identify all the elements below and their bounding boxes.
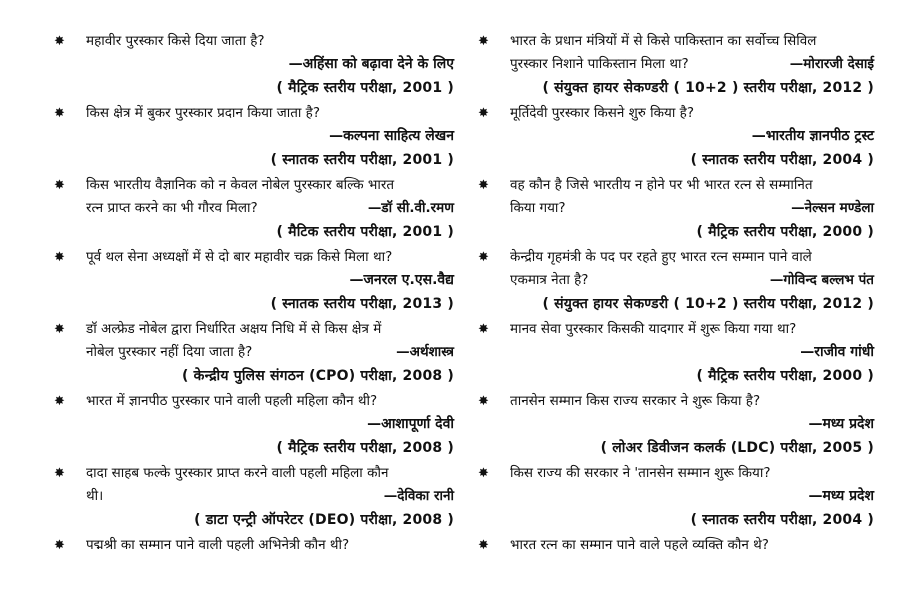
bullet-icon: ✸ (54, 322, 65, 337)
question-text: पद्मश्री का सम्मान पाने वाली पहली अभिनेत्री कौन थी? (86, 537, 350, 553)
question-text: मानव सेवा पुरस्कार किसकी यादगार में शुरू किया गया था? (510, 321, 797, 337)
question-item (476, 102, 876, 173)
question-line (52, 30, 456, 53)
answer-text: —मध्य प्रदेश (808, 488, 874, 504)
question-item (476, 174, 876, 245)
question-text: पुरस्कार निशाने पाकिस्तान मिला था? (510, 56, 689, 72)
exam-source: ( संयुक्त हायर सेकण्डरी ( 10+2 ) स्तरीय परीक्षा, 2012 ) (542, 296, 874, 312)
answer-text: —आशापूर्णा देवी (367, 416, 454, 432)
exam-source: ( केन्द्रीय पुलिस संगठन (CPO) परीक्षा, 2008 ) (181, 368, 454, 384)
question-text: मूर्तिदेवी पुरस्कार किसने शुरु किया है? (510, 105, 694, 121)
question-item (52, 102, 456, 173)
question-line (476, 269, 876, 292)
answer-text: —डॉ सी.वी.रमण (367, 200, 454, 216)
answer-text: —भारतीय ज्ञानपीठ ट्रस्ट (751, 128, 874, 144)
question-item (52, 462, 456, 533)
exam-source: ( मैट्रिक स्तरीय परीक्षा, 2000 ) (696, 224, 874, 240)
question-text: नोबेल पुरस्कार नहीं दिया जाता है? (86, 344, 253, 360)
answer-text: —मध्य प्रदेश (808, 416, 874, 432)
answer-text: —जनरल ए.एस.वैद्य (349, 272, 454, 288)
question-line (476, 318, 876, 341)
bullet-icon: ✸ (54, 538, 65, 553)
bullet-icon: ✸ (478, 250, 489, 265)
question-item (476, 462, 876, 533)
bullet-icon: ✸ (54, 250, 65, 265)
exam-source: ( मैट्रिक स्तरीय परीक्षा, 2000 ) (696, 368, 874, 384)
question-line (52, 341, 456, 364)
question-text: भारत के प्रधान मंत्रियों में से किसे पाकिस्तान का सर्वोच्च सिविल (510, 33, 817, 49)
question-item (476, 390, 876, 461)
question-line (476, 30, 876, 53)
question-text: डॉ अल्फ्रेड नोबेल द्वारा निर्धारित अक्षय निधि में से किस क्षेत्र में (86, 321, 382, 337)
exam-source: ( डाटा एन्ट्री ऑपरेटर (DEO) परीक्षा, 2008 ) (194, 512, 454, 528)
question-line (52, 102, 456, 125)
exam-source: ( स्नातक स्तरीय परीक्षा, 2004 ) (690, 152, 874, 168)
question-line (476, 390, 876, 413)
question-line (52, 534, 456, 557)
question-line (52, 246, 456, 269)
question-line (52, 174, 456, 197)
answer-text: —राजीव गांधी (800, 344, 874, 360)
exam-source: ( मैट्रिक स्तरीय परीक्षा, 2008 ) (276, 440, 454, 456)
question-item (476, 534, 876, 557)
question-text: भारत में ज्ञानपीठ पुरस्कार पाने वाली पहली महिला कौन थी? (86, 393, 378, 409)
question-line (476, 197, 876, 220)
question-text: पूर्व थल सेना अध्यक्षों में से दो बार महावीर चक्र किसे मिला था? (86, 249, 393, 265)
question-line (52, 318, 456, 341)
answer-text: —देविका रानी (383, 488, 454, 504)
right-column (476, 30, 876, 558)
bullet-icon: ✸ (478, 322, 489, 337)
exam-source: ( स्नातक स्तरीय परीक्षा, 2013 ) (270, 296, 454, 312)
bullet-icon: ✸ (54, 178, 65, 193)
question-line (52, 485, 456, 508)
bullet-icon: ✸ (54, 106, 65, 121)
question-text: किस क्षेत्र में बुकर पुरस्कार प्रदान किया जाता है? (86, 105, 321, 121)
question-line (476, 102, 876, 125)
exam-source: ( स्नातक स्तरीय परीक्षा, 2001 ) (270, 152, 454, 168)
question-text: तानसेन सम्मान किस राज्य सरकार ने शुरू किया है? (510, 393, 761, 409)
question-line (52, 390, 456, 413)
exam-source: ( मैट्रिक स्तरीय परीक्षा, 2001 ) (276, 80, 454, 96)
question-line (476, 534, 876, 557)
question-line (476, 174, 876, 197)
answer-text: —कल्पना साहित्य लेखन (329, 128, 454, 144)
question-text: किया गया? (510, 200, 566, 216)
question-line (476, 53, 876, 76)
bullet-icon: ✸ (54, 34, 65, 49)
question-line (476, 246, 876, 269)
bullet-icon: ✸ (478, 34, 489, 49)
question-text: महावीर पुरस्कार किसे दिया जाता है? (86, 33, 265, 49)
answer-text: —अर्थशास्त्र (396, 344, 454, 360)
question-item (52, 318, 456, 389)
question-item (476, 30, 876, 101)
question-line (52, 462, 456, 485)
bullet-icon: ✸ (54, 394, 65, 409)
question-text: भारत रत्न का सम्मान पाने वाले पहले व्यक्ति कौन थे? (510, 537, 769, 553)
question-text: केन्द्रीय गृहमंत्री के पद पर रहते हुए भारत रत्न सम्मान पाने वाले (510, 249, 812, 265)
question-line (476, 462, 876, 485)
question-item (52, 534, 456, 557)
answer-text: —अहिंसा को बढ़ावा देने के लिए (288, 56, 454, 72)
exam-source: ( संयुक्त हायर सेकण्डरी ( 10+2 ) स्तरीय परीक्षा, 2012 ) (542, 80, 874, 96)
left-column (52, 30, 456, 558)
question-line (52, 197, 456, 220)
exam-source: ( लोअर डिवीजन कलर्क (LDC) परीक्षा, 2005 ) (600, 440, 874, 456)
bullet-icon: ✸ (478, 466, 489, 481)
question-text: वह कौन है जिसे भारतीय न होने पर भी भारत रत्न से सम्मानित (510, 177, 813, 193)
bullet-icon: ✸ (478, 394, 489, 409)
question-item (52, 30, 456, 101)
question-item (52, 390, 456, 461)
answer-text: —मोरारजी देसाई (789, 56, 874, 72)
bullet-icon: ✸ (478, 538, 489, 553)
question-item (52, 174, 456, 245)
answer-text: —नेल्सन मण्डेला (791, 200, 874, 216)
question-item (476, 318, 876, 389)
question-item (52, 246, 456, 317)
exam-source: ( स्नातक स्तरीय परीक्षा, 2004 ) (690, 512, 874, 528)
bullet-icon: ✸ (478, 178, 489, 193)
bullet-icon: ✸ (478, 106, 489, 121)
question-text: थी। (86, 488, 104, 504)
question-text: दादा साहब फल्के पुरस्कार प्राप्त करने वाली पहली महिला कौन (86, 465, 389, 481)
question-text: किस भारतीय वैज्ञानिक को न केवल नोबेल पुरस्कार बल्कि भारत (86, 177, 395, 193)
question-text: किस राज्य की सरकार ने 'तानसेन सम्मान शुरू किया? (510, 465, 771, 481)
question-text: रत्न प्राप्त करने का भी गौरव मिला? (86, 200, 258, 216)
question-item (476, 246, 876, 317)
bullet-icon: ✸ (54, 466, 65, 481)
question-text: एकमात्र नेता है? (510, 272, 589, 288)
answer-text: —गोविन्द बल्लभ पंत (769, 272, 874, 288)
exam-source: ( मैटिक स्तरीय परीक्षा, 2001 ) (276, 224, 454, 240)
